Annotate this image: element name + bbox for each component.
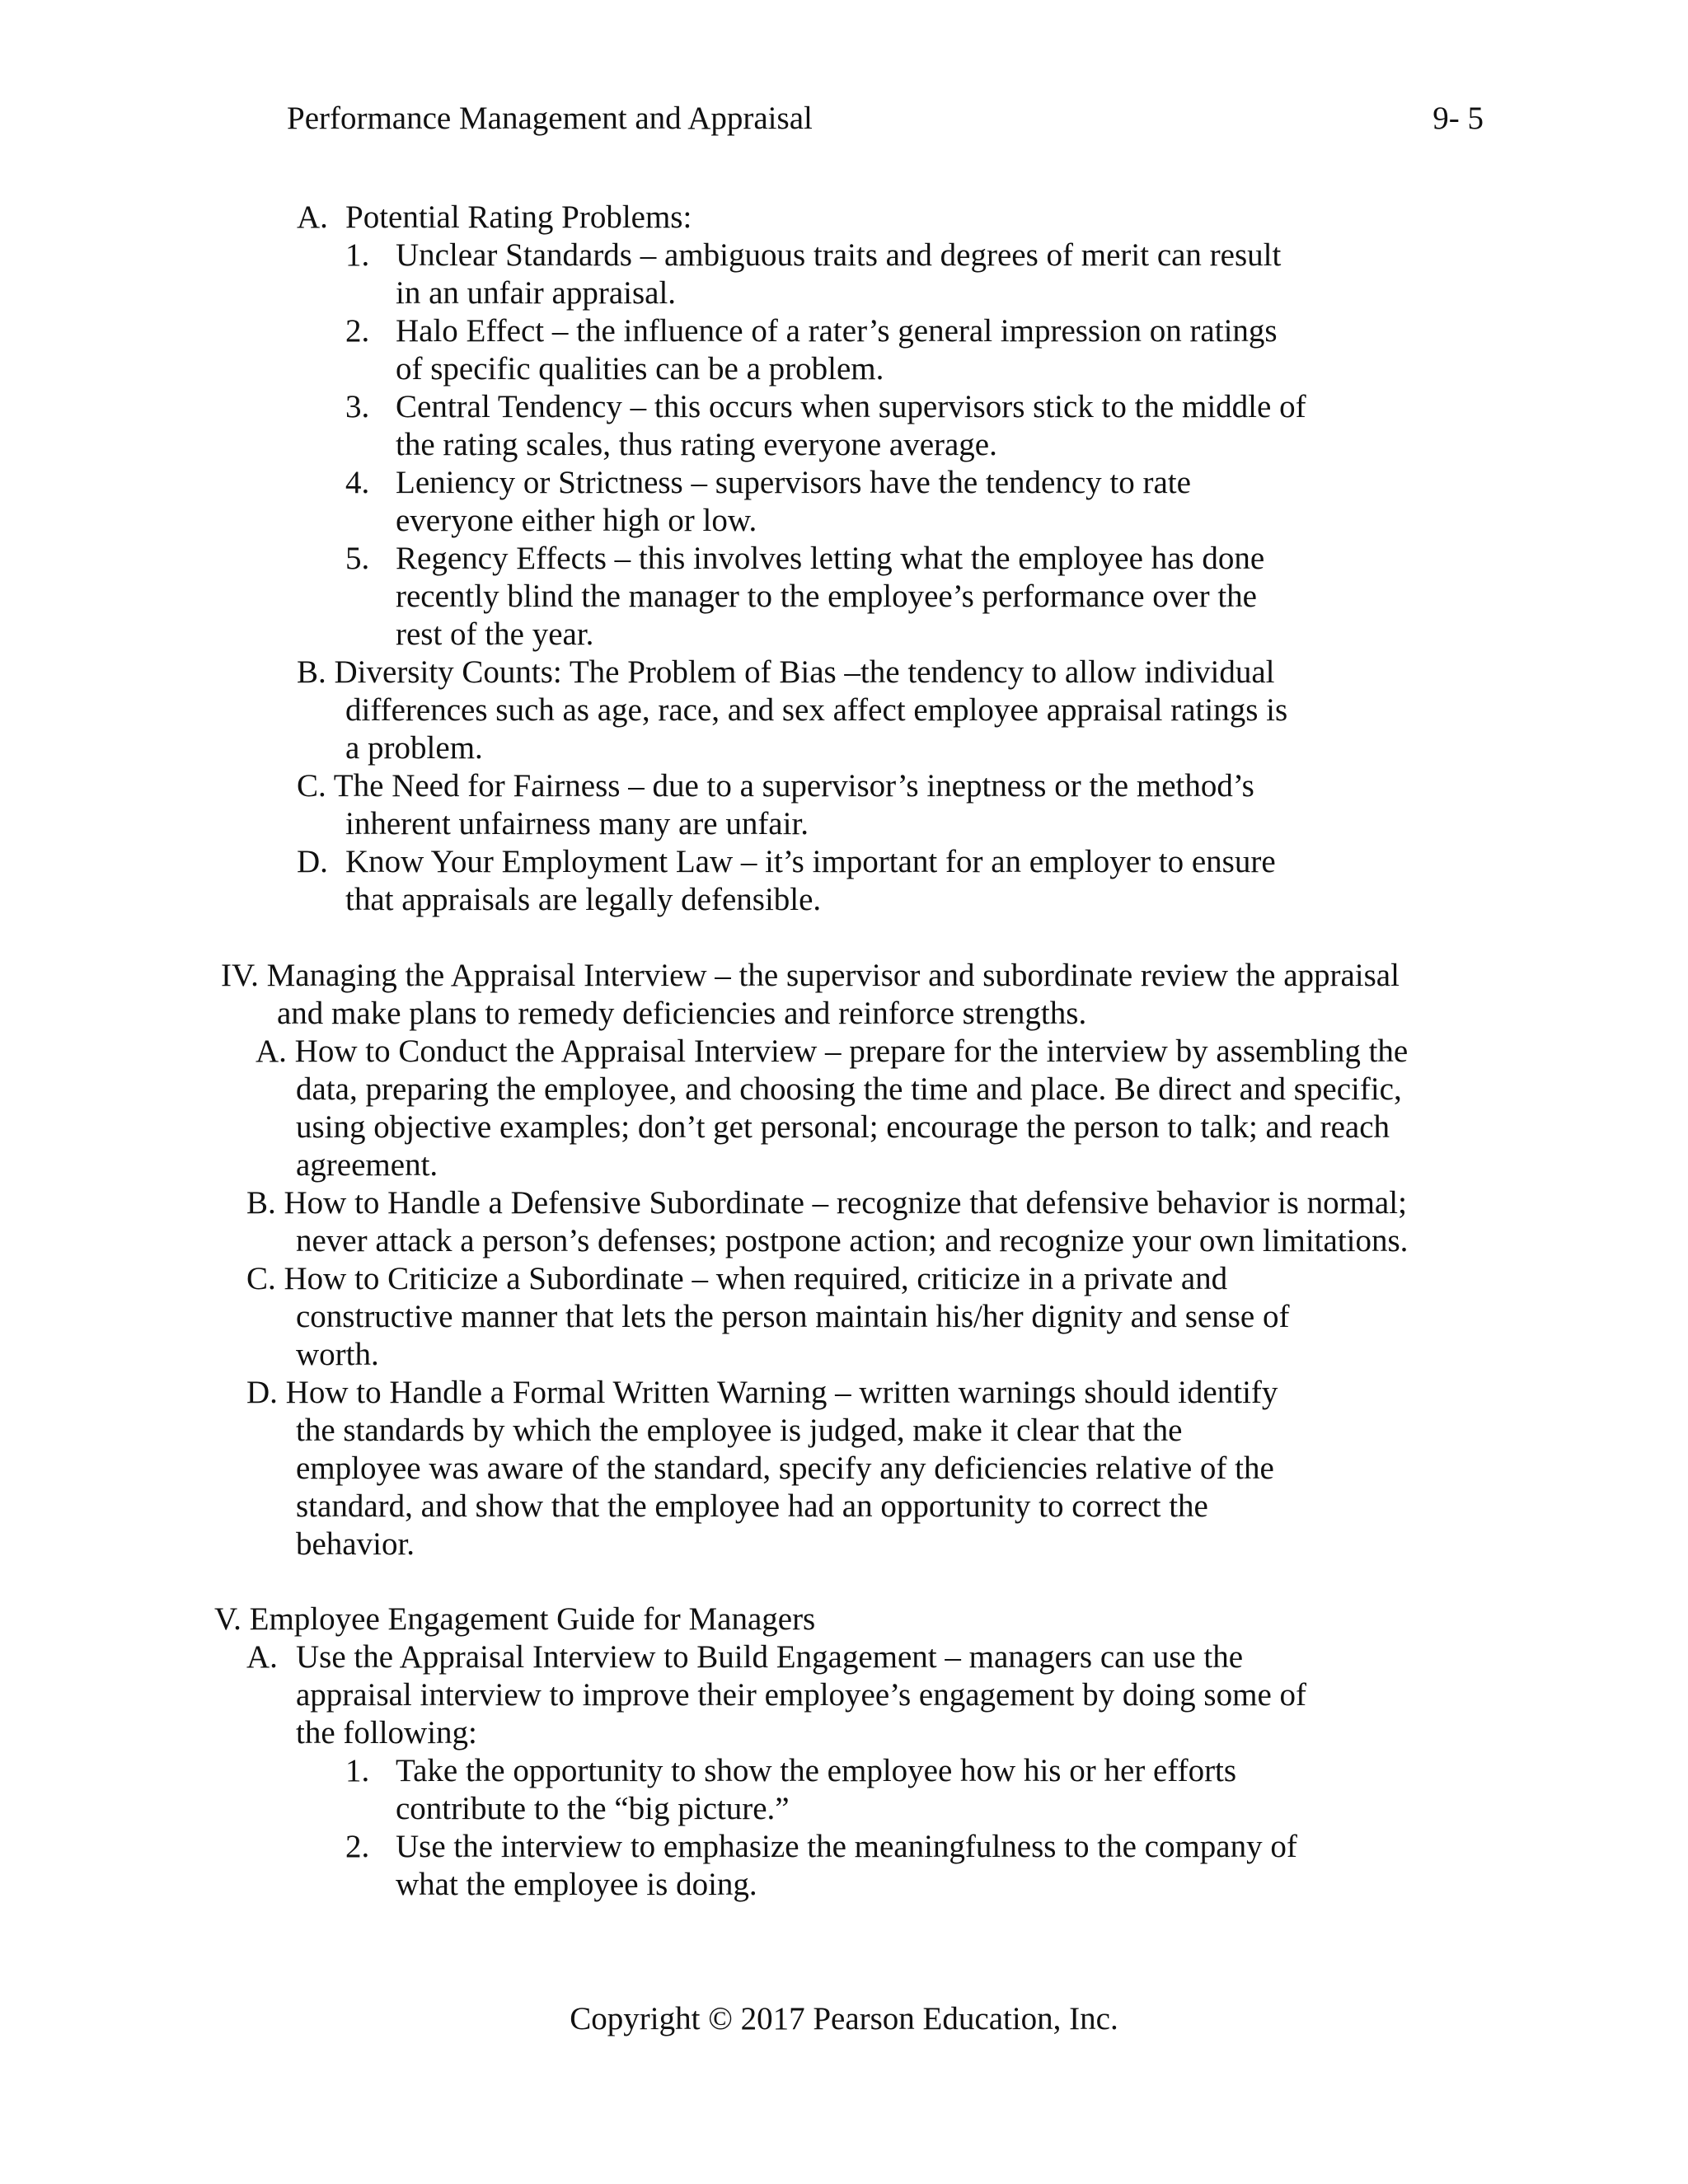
section-iv-c-line: C. How to Criticize a Subordinate – when required, criticize in a private and — [246, 1261, 1228, 1296]
section-v-heading: V. Employee Engagement Guide for Managers — [214, 1601, 816, 1637]
section-iv-c-line: constructive manner that lets the person maintain his/her dignity and sense of — [296, 1299, 1290, 1334]
section-iv-c-line: worth. — [296, 1337, 379, 1372]
list-item-number: 2. — [345, 313, 370, 349]
section-iv-d-line: D. How to Handle a Formal Written Warning – written warnings should identify — [246, 1375, 1278, 1410]
section-v-a-line: Use the Appraisal Interview to Build Engagement – managers can use the — [296, 1639, 1244, 1675]
list-item-line: in an unfair appraisal. — [396, 275, 677, 311]
section-iv-b-line: never attack a person’s defenses; postpone action; and recognize your own limitations. — [296, 1223, 1409, 1258]
list-item-number: 3. — [345, 389, 370, 424]
section-iv-a-line: A. How to Conduct the Appraisal Interview – prepare for the interview by assembling the — [256, 1033, 1409, 1069]
list-item-line: rest of the year. — [396, 616, 594, 652]
section-iv-b-line: B. How to Handle a Defensive Subordinate – recognize that defensive behavior is normal; — [246, 1185, 1407, 1221]
list-item-line: everyone either high or low. — [396, 503, 757, 538]
section-v-a-line: appraisal interview to improve their employee’s engagement by doing some of — [296, 1677, 1306, 1713]
list-item-line: Central Tendency – this occurs when supervisors stick to the middle of — [396, 389, 1306, 424]
section-b-line: a problem. — [345, 730, 483, 766]
list-item-line: Leniency or Strictness – supervisors have the tendency to rate — [396, 465, 1191, 500]
running-header-title: Performance Management and Appraisal — [287, 101, 813, 136]
section-iv-d-line: employee was aware of the standard, specify any deficiencies relative of the — [296, 1451, 1274, 1486]
section-iv-a-line: data, preparing the employee, and choosing the time and place. Be direct and specific, — [296, 1071, 1402, 1107]
list-item-line: what the employee is doing. — [396, 1867, 757, 1902]
list-item-number: 5. — [345, 541, 370, 576]
section-a-heading: Potential Rating Problems: — [345, 199, 692, 235]
section-iv-d-line: standard, and show that the employee had an opportunity to correct the — [296, 1488, 1208, 1524]
list-item-number: 1. — [345, 237, 370, 273]
section-d-line: Know Your Employment Law – it’s important for an employer to ensure — [345, 844, 1276, 879]
list-item-line: Halo Effect – the influence of a rater’s general impression on ratings — [396, 313, 1278, 349]
section-iv-heading: IV. Managing the Appraisal Interview – the supervisor and subordinate review the appraisal — [221, 958, 1400, 993]
section-iv-a-line: agreement. — [296, 1147, 438, 1183]
list-item-number: 1. — [345, 1753, 370, 1788]
footer-copyright: Copyright © 2017 Pearson Education, Inc. — [570, 2001, 1118, 2036]
section-c-line: C. The Need for Fairness – due to a supervisor’s ineptness or the method’s — [297, 768, 1254, 804]
list-item-line: Take the opportunity to show the employee how his or her efforts — [396, 1753, 1237, 1788]
list-item-line: Regency Effects – this involves letting what the employee has done — [396, 541, 1265, 576]
list-item-line: Unclear Standards – ambiguous traits and degrees of merit can result — [396, 237, 1282, 273]
section-iv-a-line: using objective examples; don’t get personal; encourage the person to talk; and reach — [296, 1109, 1390, 1145]
section-iv-heading-cont: and make plans to remedy deficiencies and reinforce strengths. — [277, 996, 1087, 1031]
list-item-line: contribute to the “big picture.” — [396, 1791, 790, 1826]
list-item-number: 4. — [345, 465, 370, 500]
section-iv-d-line: behavior. — [296, 1526, 415, 1562]
list-item-line: Use the interview to emphasize the meaningfulness to the company of — [396, 1829, 1297, 1864]
section-v-a-line: the following: — [296, 1715, 477, 1750]
list-item-line: the rating scales, thus rating everyone average. — [396, 427, 997, 462]
section-d-marker: D. — [297, 844, 328, 879]
section-a-marker: A. — [297, 199, 328, 235]
section-b-line: B. Diversity Counts: The Problem of Bias –the tendency to allow individual — [297, 654, 1275, 690]
section-iv-d-line: the standards by which the employee is judged, make it clear that the — [296, 1413, 1183, 1448]
section-v-a-marker: A. — [246, 1639, 278, 1675]
list-item-line: of specific qualities can be a problem. — [396, 351, 884, 387]
page-number: 9- 5 — [1432, 101, 1484, 136]
section-b-line: differences such as age, race, and sex affect employee appraisal ratings is — [345, 692, 1288, 728]
list-item-line: recently blind the manager to the employee’s performance over the — [396, 579, 1257, 614]
section-c-line: inherent unfairness many are unfair. — [345, 806, 809, 841]
section-d-line: that appraisals are legally defensible. — [345, 882, 822, 917]
list-item-number: 2. — [345, 1829, 370, 1864]
